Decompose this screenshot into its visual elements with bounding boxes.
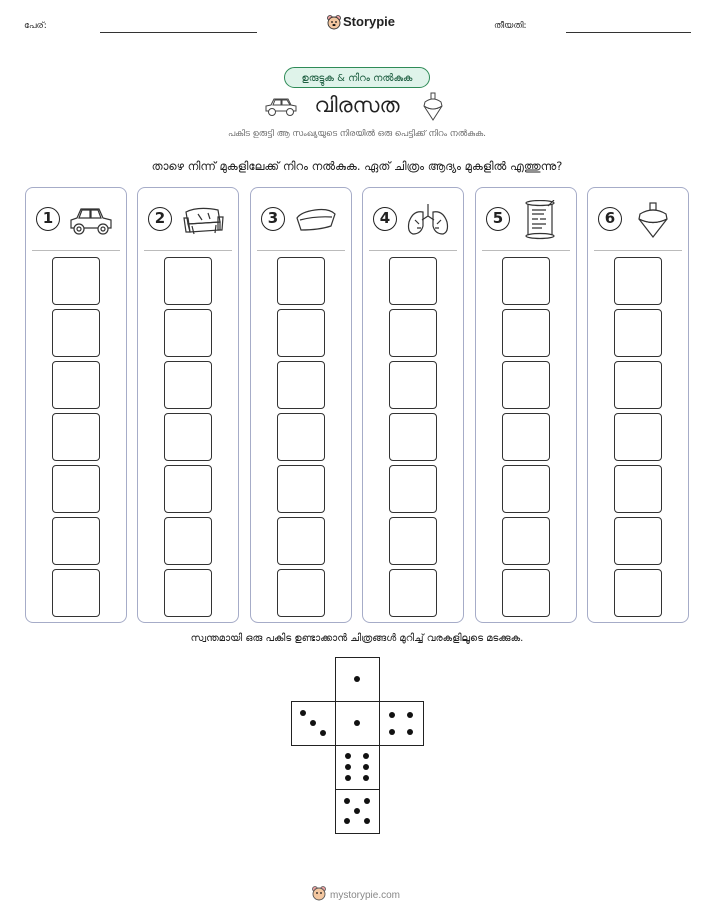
column-2 xyxy=(137,187,239,623)
page-title: വിരസത xyxy=(314,93,400,117)
color-box[interactable] xyxy=(277,413,325,461)
name-line[interactable] xyxy=(100,32,257,33)
spinning-top-icon xyxy=(628,200,678,240)
pillow-icon xyxy=(291,200,341,240)
color-box[interactable] xyxy=(277,517,325,565)
column-number: 2 xyxy=(148,207,172,231)
color-box[interactable] xyxy=(164,413,212,461)
instruction: താഴെ നിന്ന് മുകളിലേക്ക് നിറം നൽകുക. ഏത് ചിത്രം ആദ്യം മുകളിൽ എത്തുന്നു? xyxy=(151,159,563,173)
column-divider xyxy=(144,250,232,251)
color-box[interactable] xyxy=(277,257,325,305)
subtitle: പകിട ഉരുട്ടി ആ സംഖ്യയുടെ നിരയിൽ ഒരു പെട്ടിക്ക് നിറം നൽകുക. xyxy=(228,129,486,139)
color-box[interactable] xyxy=(52,361,100,409)
color-box[interactable] xyxy=(614,569,662,617)
color-box[interactable] xyxy=(164,517,212,565)
dice-face-right[interactable] xyxy=(379,701,424,746)
color-box[interactable] xyxy=(502,309,550,357)
color-box[interactable] xyxy=(52,413,100,461)
name-label: പേര്: xyxy=(24,21,47,31)
color-box[interactable] xyxy=(277,465,325,513)
color-box[interactable] xyxy=(52,569,100,617)
column-1 xyxy=(25,187,127,623)
dice-face-center[interactable] xyxy=(335,701,380,746)
color-box[interactable] xyxy=(502,361,550,409)
column-number: 3 xyxy=(261,207,285,231)
color-box[interactable] xyxy=(614,465,662,513)
spinning-top-icon xyxy=(421,92,445,122)
color-box[interactable] xyxy=(52,309,100,357)
color-box[interactable] xyxy=(614,257,662,305)
color-box[interactable] xyxy=(164,361,212,409)
color-box[interactable] xyxy=(52,517,100,565)
color-box[interactable] xyxy=(502,257,550,305)
date-label: തീയതി: xyxy=(494,21,527,31)
color-box[interactable] xyxy=(164,309,212,357)
color-box[interactable] xyxy=(164,257,212,305)
dice-instruction: സ്വന്തമായി ഒരു പകിട ഉണ്ടാക്കാൻ ചിത്രങ്ങൾ മുറിച്ച് വരകളിലൂടെ മടക്കുക. xyxy=(190,633,524,644)
color-box[interactable] xyxy=(389,309,437,357)
color-box[interactable] xyxy=(277,569,325,617)
footer-url[interactable]: mystorypie.com xyxy=(330,890,401,901)
lungs-icon xyxy=(403,200,453,240)
dice-face-top[interactable] xyxy=(335,657,380,702)
column-number: 5 xyxy=(486,207,510,231)
color-box[interactable] xyxy=(52,257,100,305)
activity-badge: ഉരുട്ടുക & നിറം നൽകുക xyxy=(284,67,430,88)
color-box[interactable] xyxy=(502,517,550,565)
dice-face-bottom[interactable] xyxy=(335,789,380,834)
scroll-icon xyxy=(516,200,566,240)
dice-face-left[interactable] xyxy=(291,701,336,746)
column-5 xyxy=(475,187,577,623)
column-3 xyxy=(250,187,352,623)
column-divider xyxy=(594,250,682,251)
brand-name: Storypie xyxy=(343,14,396,29)
sofa-icon xyxy=(178,200,228,240)
car-icon xyxy=(66,200,116,240)
column-divider xyxy=(369,250,457,251)
color-box[interactable] xyxy=(502,413,550,461)
column-divider xyxy=(482,250,570,251)
column-6 xyxy=(587,187,689,623)
color-box[interactable] xyxy=(389,257,437,305)
color-box[interactable] xyxy=(277,361,325,409)
column-divider xyxy=(257,250,345,251)
color-box[interactable] xyxy=(614,361,662,409)
color-box[interactable] xyxy=(614,517,662,565)
color-box[interactable] xyxy=(164,465,212,513)
color-box[interactable] xyxy=(389,361,437,409)
dice-face-lower[interactable] xyxy=(335,745,380,790)
color-box[interactable] xyxy=(164,569,212,617)
storypie-logo-icon xyxy=(326,14,342,30)
color-box[interactable] xyxy=(277,309,325,357)
column-4 xyxy=(362,187,464,623)
column-number: 6 xyxy=(598,207,622,231)
storypie-logo-icon xyxy=(311,885,327,901)
color-box[interactable] xyxy=(389,517,437,565)
color-box[interactable] xyxy=(52,465,100,513)
color-box[interactable] xyxy=(389,569,437,617)
color-box[interactable] xyxy=(502,569,550,617)
color-box[interactable] xyxy=(389,465,437,513)
color-box[interactable] xyxy=(389,413,437,461)
column-number: 1 xyxy=(36,207,60,231)
color-box[interactable] xyxy=(614,413,662,461)
date-line[interactable] xyxy=(566,32,691,33)
column-number: 4 xyxy=(373,207,397,231)
color-box[interactable] xyxy=(614,309,662,357)
column-divider xyxy=(32,250,120,251)
car-icon xyxy=(263,95,299,119)
color-box[interactable] xyxy=(502,465,550,513)
